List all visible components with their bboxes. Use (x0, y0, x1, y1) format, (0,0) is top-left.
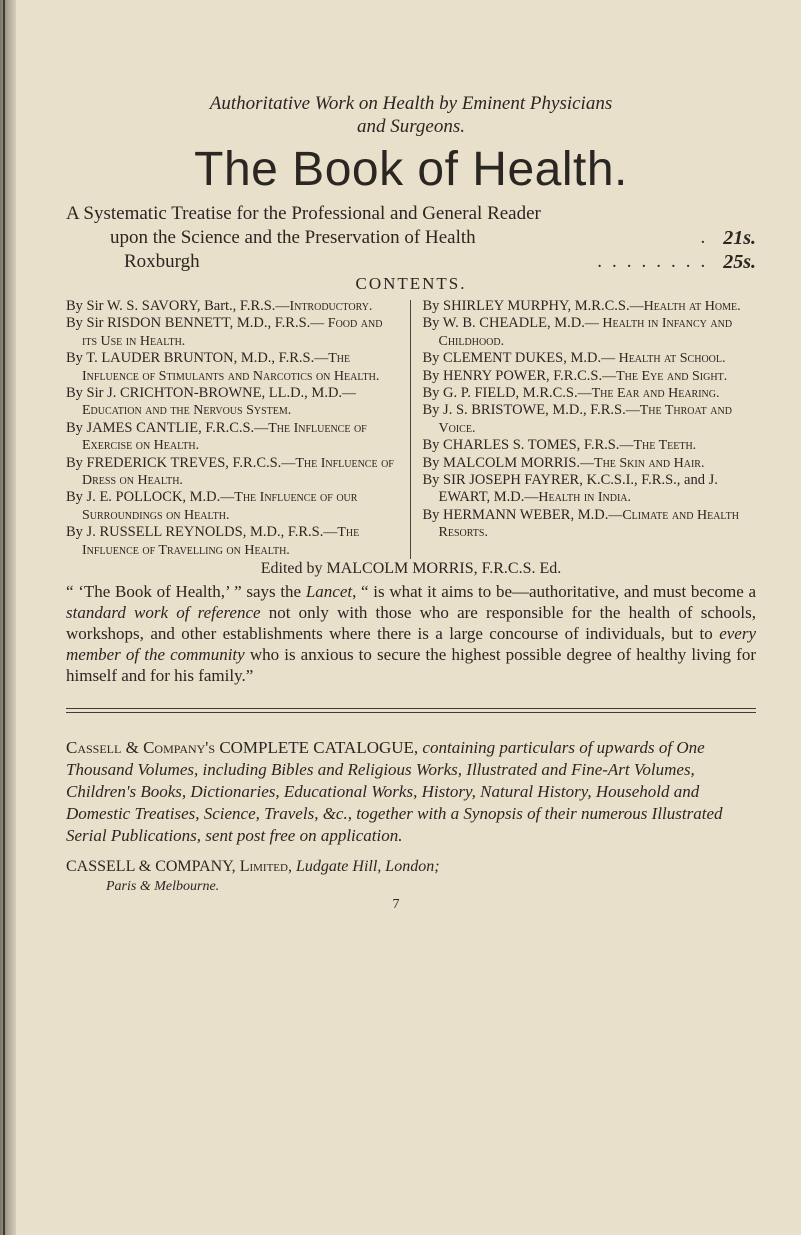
subtitle-line-3: Roxburgh ........ 25s. (124, 251, 756, 273)
contents-entry (423, 507, 757, 542)
contents-topic: —Education and the Nervous System. (82, 386, 357, 419)
section-rule-bottom (66, 712, 756, 713)
leader-dots: . (700, 227, 716, 248)
subtitle-line-2: upon the Science and the Preservation of Health . 21s. (110, 227, 756, 249)
contents-topic: —Climate and Health Resorts. (438, 507, 739, 541)
subtitle-line-1: A Systematic Treatise for the Professional and General Reader (66, 203, 541, 224)
tagline-line-2: and Surgeons. (356, 116, 466, 137)
quote-emphasis-1: standard work of reference (66, 603, 261, 623)
advertisement-page (66, 92, 756, 913)
contents-topic: —The Throat and Voice. (438, 403, 732, 436)
publisher-name: CASSELL & COMPANY, (66, 858, 236, 876)
contents-entry (66, 524, 400, 559)
contents-entry (66, 420, 400, 455)
contents-entry (423, 350, 757, 367)
contents-author: By SIR JOSEPH FAYRER, K.C.S.I., F.R.S., and J. EWART, M.D. (422, 472, 718, 506)
contents-topic: —Introductory. (275, 299, 373, 314)
section-rule-top (66, 708, 756, 709)
contents-topic: —The Influence of Stimulants and Narcotics on Health. (82, 351, 380, 384)
page-number: 7 (392, 897, 400, 913)
contents-entry (423, 385, 757, 402)
contents-author: By HERMANN WEBER, M.D. (422, 506, 609, 523)
price-cloth: 21s. (723, 227, 756, 249)
contents-author: By CLEMENT DUKES, M.D. (422, 350, 602, 367)
contents-author: By J. S. BRISTOWE, M.D., F.R.S. (422, 402, 626, 419)
contents-author: By W. B. CHEADLE, M.D. (422, 315, 585, 332)
book-subtitle (66, 202, 756, 274)
edited-by: Edited by MALCOLM MORRIS, F.R.C.S. Ed. (260, 560, 562, 578)
catalogue-heading: COMPLETE CATALOGUE, (219, 738, 419, 758)
contents-topic: —The Influence of Exercise on Health. (82, 420, 367, 454)
contents-topic: —Health at Home. (629, 299, 741, 314)
contents-heading: CONTENTS. (355, 274, 467, 293)
tagline (66, 92, 756, 138)
catalogue-notice (66, 737, 756, 847)
publisher-imprint (66, 857, 756, 897)
contents-entry (423, 402, 757, 437)
book-title: The Book of Health. (194, 143, 628, 196)
contents-author: By SHIRLEY MURPHY, M.R.C.S. (422, 298, 630, 314)
contents-entry (423, 437, 757, 454)
contents-topic: —The Eye and Sight. (602, 368, 728, 384)
contents-entry (66, 315, 400, 350)
contents-topic: —The Influence of Travelling on Health. (82, 525, 360, 558)
contents-entry (66, 385, 400, 420)
contents-entry (423, 298, 757, 315)
contents-entry (66, 455, 400, 490)
contents-entry (423, 455, 757, 472)
catalogue-text: containing particulars of upwards of One Thousand Volumes, including Bibles and Religious Works, Illustrated and Fine-Art Volumes, Children's Books, Dictionaries, Educational Works, History, Natural History, Household and Domestic Treatises, Science, Travels, &c., together with a Synopsis of their numerous Illustrated Serial Publications, sent post free on application. (66, 738, 723, 846)
contents-entry (66, 350, 400, 385)
catalogue-publisher: Cassell & Company's (66, 738, 216, 758)
contents-author: By J. E. POLLOCK, M.D. (66, 489, 221, 506)
contents-entry (66, 489, 400, 524)
contents-topic: —The Influence of Dress on Health. (82, 455, 394, 489)
contents-entry (423, 368, 757, 385)
contents-topic: —The Ear and Hearing. (577, 386, 720, 402)
contents-author: By Sir W. S. SAVORY, Bart., F.R.S. (66, 298, 276, 314)
quote-emphasis-2: every member of the community (66, 624, 756, 665)
contents-topic: —The Influence of our Surroundings on Health. (82, 490, 358, 523)
contents-entry (66, 298, 400, 315)
contents-columns (66, 298, 756, 559)
publisher-cities: Paris & Melbourne. (106, 879, 220, 895)
spine-shadow-line (3, 0, 5, 1235)
leader-dots: ........ (597, 251, 716, 272)
contents-author: By Sir RISDON BENNETT, M.D., F.R.S. (66, 315, 311, 332)
contents-author: By FREDERICK TREVES, F.R.C.S. (66, 454, 282, 471)
contents-author: By MALCOLM MORRIS. (422, 454, 581, 471)
contents-author: By J. RUSSELL REYNOLDS, M.D., F.R.S. (66, 524, 324, 541)
contents-author: By HENRY POWER, F.R.C.S. (422, 367, 603, 384)
contents-right-column (411, 298, 757, 559)
contents-topic: — Health in Infancy and Childhood. (438, 316, 733, 349)
contents-topic: —The Skin and Hair. (580, 455, 705, 471)
contents-author: By Sir J. CRICHTON-BROWNE, LL.D., M.D. (66, 385, 343, 402)
contents-left-column (66, 298, 410, 559)
contents-topic: —Health in India. (524, 490, 632, 506)
price-roxburgh: 25s. (723, 251, 756, 273)
publisher-address: Ludgate Hill, London; (295, 858, 440, 876)
contents-author: By T. LAUDER BRUNTON, M.D., F.R.S. (66, 350, 315, 367)
contents-topic: — Health at School. (601, 351, 726, 367)
contents-author: By CHARLES S. TOMES, F.R.S. (422, 437, 620, 454)
publisher-limited: Limited, (239, 858, 292, 876)
contents-author: By G. P. FIELD, M.R.C.S. (422, 385, 578, 402)
contents-topic: —The Teeth. (619, 438, 697, 454)
contents-topic: — Food and its Use in Health. (82, 316, 383, 349)
tagline-line-1: Authoritative Work on Health by Eminent Physicians (209, 93, 613, 114)
quote-source: Lancet (305, 582, 353, 602)
lancet-quote: “ ‘The Book of Health,’ ” says the Lancet, “ is what it aims to be—authoritative, and must become a standard work of reference not only with those who are responsible for the health of schools, workshops, and other establishments where there is a large concourse of individuals, but to every member of the community who is anxious to secure the highest possible degree of healthy living for himself and for his family.” (66, 582, 756, 686)
contents-author: By JAMES CANTLIE, F.R.C.S. (66, 419, 255, 436)
contents-entry (423, 472, 757, 507)
contents-entry (423, 315, 757, 350)
